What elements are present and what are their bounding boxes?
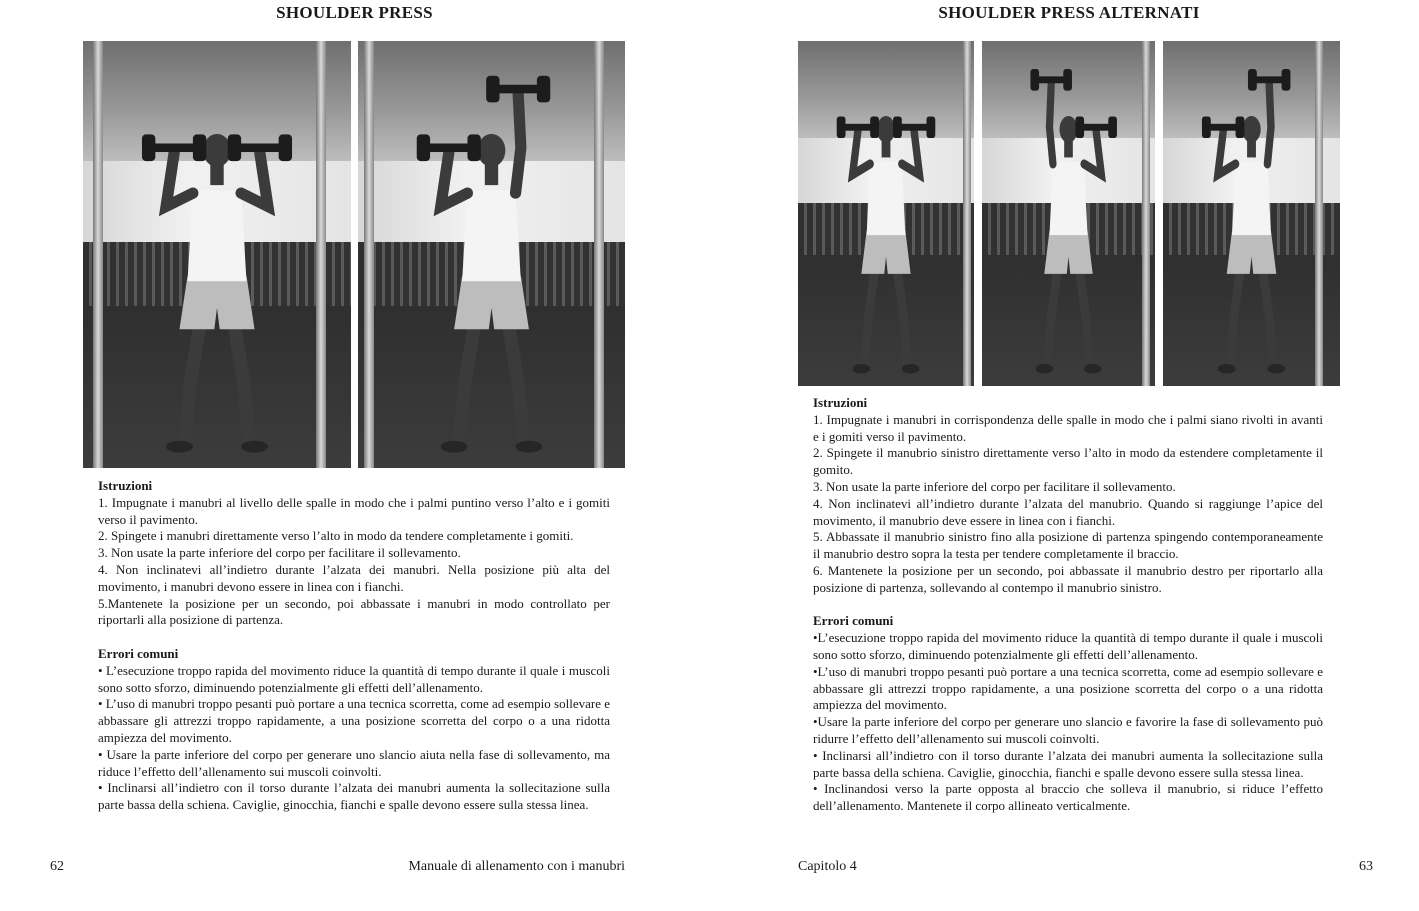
athlete-figure <box>798 41 974 386</box>
athlete-figure <box>982 41 1155 386</box>
exercise-photo-press <box>358 41 625 468</box>
error-item: •Usare la parte inferiore del corpo per generare uno slancio e favorire la fase di sollevamento può ridurre l’effetto dell’allenamento sui muscoli coinvolti. <box>813 714 1323 746</box>
errors-heading: Errori comuni <box>813 613 894 629</box>
page-title: SHOULDER PRESS <box>276 3 433 22</box>
instructions-heading: Istruzioni <box>98 478 153 493</box>
error-item: • Usare la parte inferiore del corpo per generare uno slancio aiuta nella fase di sollevamento, ma riduce l’effetto dell’allenamento sui muscoli coinvolti. <box>98 746 610 779</box>
page-title: SHOULDER PRESS ALTERNATI <box>938 3 1200 22</box>
chapter-label: Capitolo 4 <box>798 859 857 874</box>
page-number: 63 <box>1359 859 1373 874</box>
error-item: •L’esecuzione troppo rapida del movimento riduce la quantità di tempo durante il quale i muscoli sono sotto sforzo, diminuendo potenzialmente gli effetti dell’allenamento. <box>813 630 1323 662</box>
instruction-step: 2. Spingete il manubrio sinistro direttamente verso l’alto in modo da estendere completamente il gomito. <box>813 445 1323 478</box>
page-number: 62 <box>50 859 64 874</box>
left-page <box>0 0 709 911</box>
instruction-step: 2. Spingete i manubri direttamente verso l’alto in modo da tendere completamente i gomiti. <box>98 528 574 544</box>
running-footer: Manuale di allenamento con i manubri <box>408 859 625 874</box>
instruction-step: 3. Non usate la parte inferiore del corpo per facilitare il sollevamento. <box>813 478 1176 494</box>
instruction-step: 4. Non inclinatevi all’indietro durante l’alzata del manubrio. Quando si raggiunge l’apice del movimento, il manubrio deve essere in linea con i fianchi. <box>813 495 1323 528</box>
instructions-heading: Istruzioni <box>813 395 868 410</box>
exercise-photo-left-up <box>982 41 1155 386</box>
athlete-figure <box>83 41 351 468</box>
athlete-figure <box>358 41 625 468</box>
instruction-step: 1. Impugnate i manubri al livello delle spalle in modo che i palmi puntino verso l’alto e i gomiti verso il pavimento. <box>98 494 610 527</box>
instruction-step: 1. Impugnate i manubri in corrispondenza delle spalle in modo che i palmi siano rivolti in avanti e i gomiti verso il pavimento. <box>813 411 1323 444</box>
error-item: • Inclinarsi all’indietro con il torso durante l’alzata dei manubri aumenta la sollecitazione sulla parte bassa della schiena. Caviglie, ginocchia, fianchi e spalle devono essere sulla stessa linea. <box>813 747 1323 780</box>
error-item: • Inclinarsi all’indietro con il torso durante l’alzata dei manubri aumenta la sollecitazione sulla parte bassa della schiena. Caviglie, ginocchia, fianchi e spalle devono essere sulla stessa linea. <box>98 780 610 813</box>
errors-heading: Errori comuni <box>98 645 179 661</box>
exercise-photo-start <box>798 41 974 386</box>
error-item: •L’uso di manubri troppo pesanti può portare a una tecnica scorretta, come ad esempio sollevare e abbassare gli attrezzi troppo rapidamente, a una posizione scorretta del corpo o a una ridotta ampiezza del movimento. <box>813 663 1323 713</box>
athlete-figure <box>1163 41 1340 386</box>
error-item: • L’uso di manubri troppo pesanti può portare a una tecnica scorretta, come ad esempio sollevare e abbassare gli attrezzi troppo rapidamente, a una posizione scorretta del corpo o a una ridotta ampiezza del movimento. <box>98 696 610 745</box>
exercise-photo-start <box>83 41 351 468</box>
instruction-step: 6. Mantenete la posizione per un secondo, poi abbassate il manubrio destro per riportarlo alla posizione di partenza, sollevando al contempo il manubrio sinistro. <box>813 562 1323 595</box>
instruction-step: 4. Non inclinatevi all’indietro durante l’alzata dei manubri. Nella posizione più alta del movimento, i manubri devono essere in linea con i fianchi. <box>98 561 610 594</box>
instructions-block <box>98 478 610 814</box>
instruction-step: 5. Abbassate il manubrio sinistro fino alla posizione di partenza spingendo contemporaneamente il manubrio destro sopra la testa per tendere completamente il braccio. <box>813 529 1323 562</box>
exercise-photo-right-up <box>1163 41 1340 386</box>
right-page <box>709 0 1419 911</box>
instruction-step: 5.Mantenete la posizione per un secondo, poi abbassate i manubri in modo controllato per riportarli alla posizione di partenza. <box>98 595 610 628</box>
instructions-block <box>813 395 1323 815</box>
error-item: • Inclinandosi verso la parte opposta al braccio che solleva il manubrio, si riduce l’effetto dell’allenamento. Mantenete il corpo allineato verticalmente. <box>813 781 1323 814</box>
instruction-step: 3. Non usate la parte inferiore del corpo per facilitare il sollevamento. <box>98 545 461 561</box>
error-item: • L’esecuzione troppo rapida del movimento riduce la quantità di tempo durante il quale i muscoli sono sotto sforzo, diminuendo potenzialmente gli effetti dell’allenamento. <box>98 662 610 695</box>
